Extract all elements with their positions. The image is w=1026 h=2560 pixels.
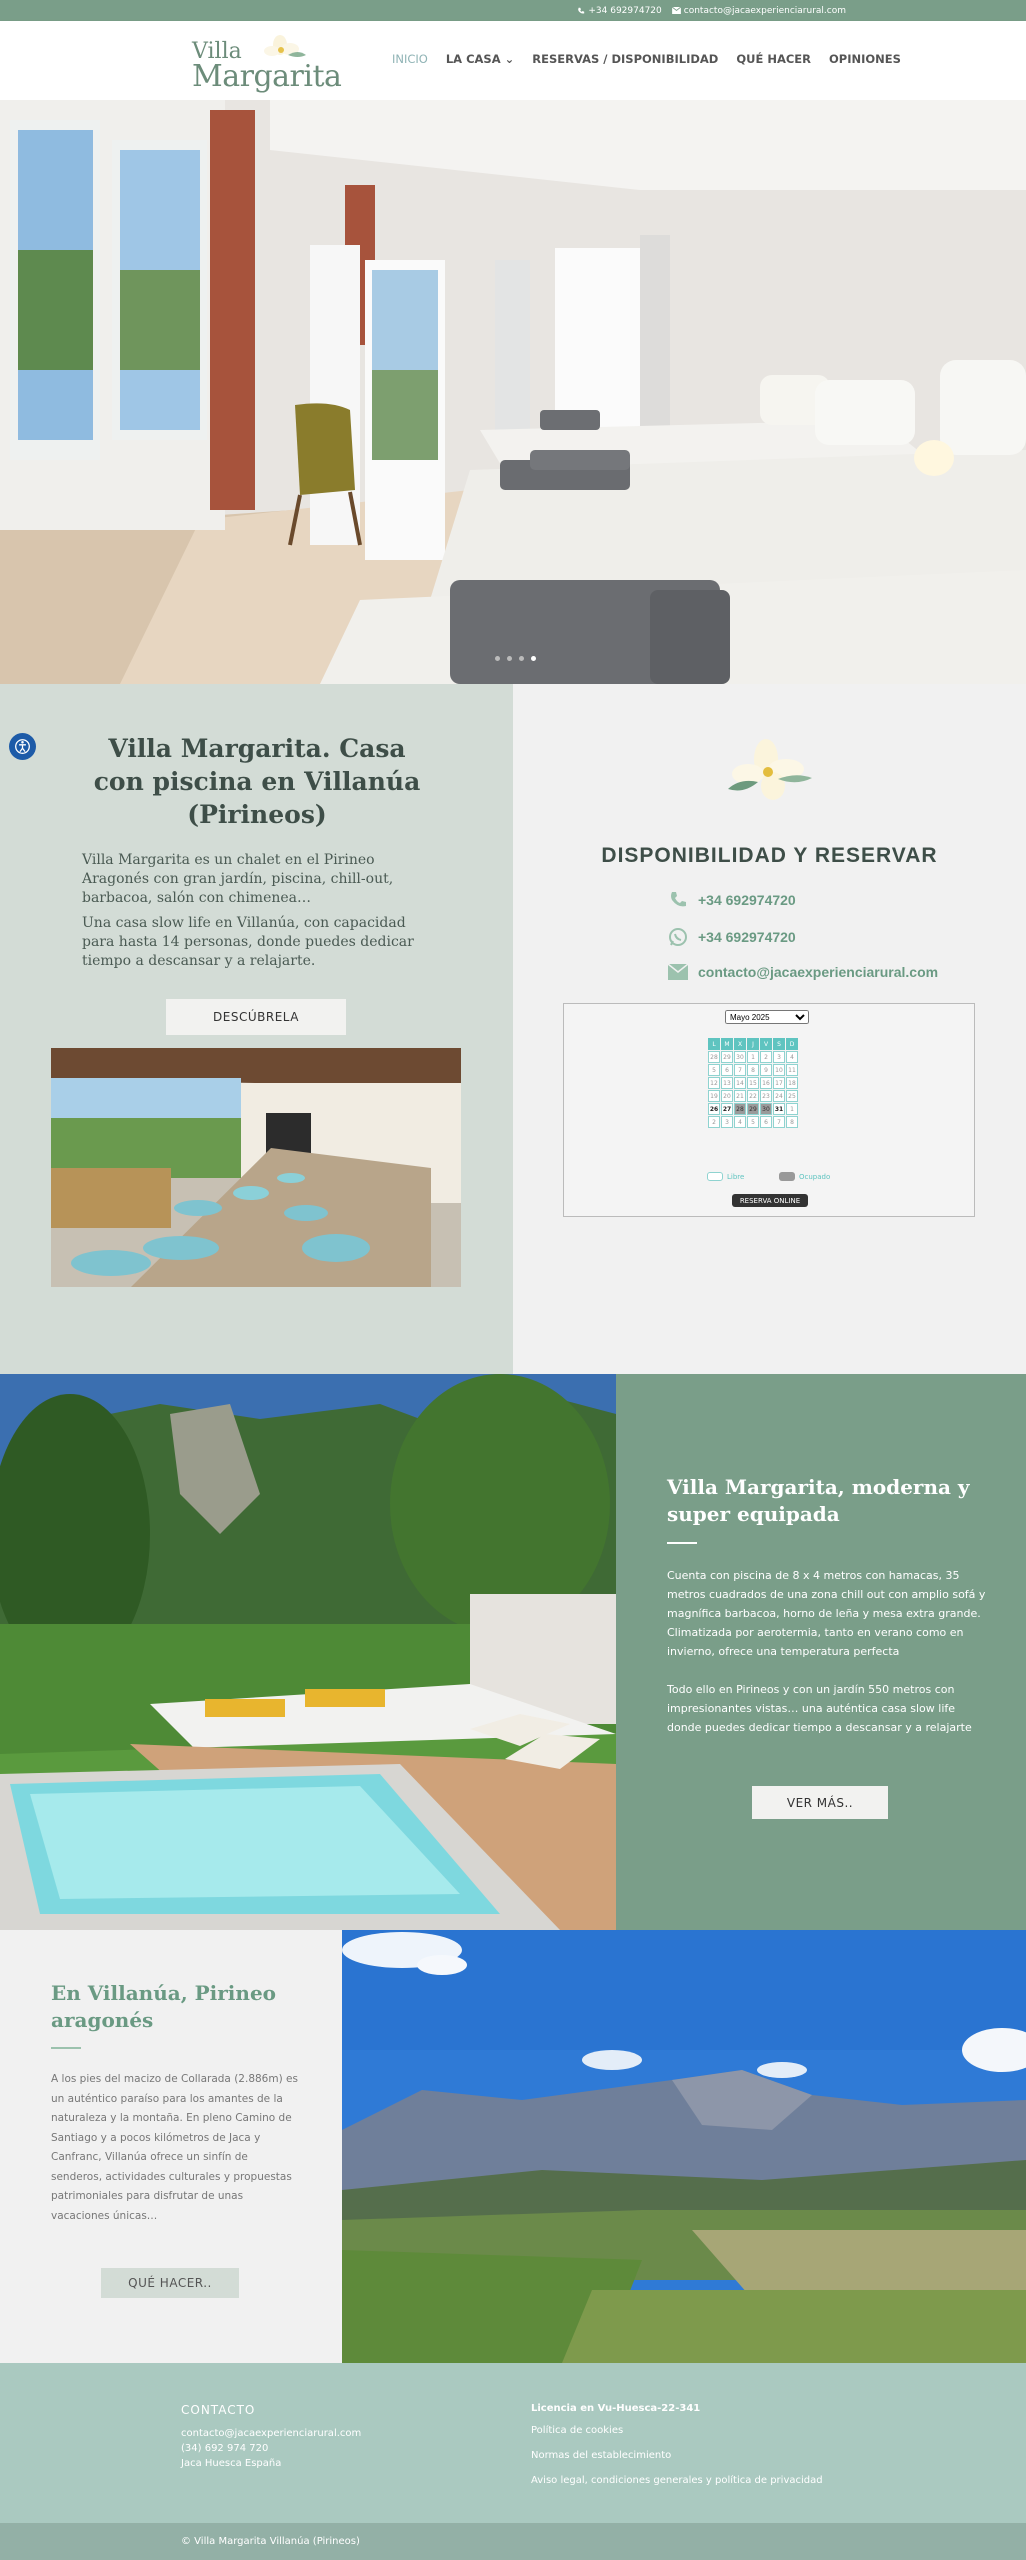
calendar-day[interactable]: 13 bbox=[721, 1077, 733, 1089]
site-header bbox=[0, 21, 1026, 100]
location-title: En Villanúa, Pirineo aragonés bbox=[51, 1981, 277, 2032]
month-select[interactable] bbox=[725, 1010, 809, 1024]
weekday-header: V bbox=[760, 1038, 772, 1050]
footer-link-rules[interactable]: Normas del establecimiento bbox=[531, 2450, 672, 2461]
features-divider bbox=[667, 1542, 697, 1544]
weekday-header: S bbox=[773, 1038, 785, 1050]
intro-paragraph-2: Una casa slow life en Villanúa, con capacidad para hasta 14 personas, donde puedes dedicar tiempo a descansar y a relajarte. bbox=[82, 915, 414, 969]
site-logo[interactable] bbox=[192, 35, 342, 94]
what-to-do-button[interactable]: QUÉ HACER.. bbox=[101, 2268, 239, 2298]
calendar-day-occupied[interactable]: 28 bbox=[734, 1103, 746, 1115]
pyrenees-landscape-photo bbox=[342, 1930, 1026, 2363]
calendar-day[interactable]: 2 bbox=[760, 1051, 772, 1063]
calendar-day[interactable]: 5 bbox=[708, 1064, 720, 1076]
footer-phone[interactable]: (34) 692 974 720 bbox=[181, 2443, 269, 2454]
slider-dot-active[interactable] bbox=[531, 656, 536, 661]
phone-icon bbox=[668, 890, 688, 910]
nav-la-casa[interactable]: LA CASA ⌄ bbox=[445, 52, 515, 66]
calendar-day[interactable]: 7 bbox=[734, 1064, 746, 1076]
intro-title: Villa Margarita. Casa con piscina en Villanúa (Pirineos) bbox=[93, 734, 421, 829]
calendar-day[interactable]: 1 bbox=[747, 1051, 759, 1063]
nav-inicio[interactable]: INICIO bbox=[392, 52, 428, 66]
availability-title: DISPONIBILIDAD Y RESERVAR bbox=[601, 844, 938, 867]
location-paragraph: A los pies del macizo de Collarada (2.886m) es un auténtico paraíso para los amantes de la naturaleza y la montaña. En pleno Camino de Santiago y a pocos kilómetros de Jaca y Canfranc, Villanúa ofrece un sinfín de senderos, actividades culturales y propuestas patrimoniales para disfrutar de unas vacaciones únicas… bbox=[51, 2073, 298, 2222]
nav-reservas[interactable]: RESERVAS / DISPONIBILIDAD bbox=[532, 52, 719, 66]
footer-link-cookies[interactable]: Política de cookies bbox=[531, 2425, 624, 2436]
topbar-phone-text: +34 692974720 bbox=[588, 5, 662, 16]
site-footer bbox=[0, 2363, 1026, 2523]
slider-dots bbox=[495, 656, 536, 661]
flower-icon bbox=[718, 734, 818, 814]
accessibility-icon bbox=[14, 738, 31, 755]
mountain-image bbox=[342, 1930, 1026, 2363]
reserve-online-button[interactable]: RESERVA ONLINE bbox=[732, 1194, 808, 1207]
weekday-header: J bbox=[747, 1038, 759, 1050]
nav-que-hacer[interactable]: QUÉ HACER bbox=[736, 52, 811, 66]
legend-free-swatch bbox=[707, 1172, 723, 1181]
calendar-day[interactable]: 10 bbox=[773, 1064, 785, 1076]
features-section bbox=[616, 1374, 1026, 1930]
footer-email[interactable]: contacto@jacaexperienciarural.com bbox=[181, 2428, 362, 2439]
calendar-day[interactable]: 5 bbox=[747, 1116, 759, 1128]
footer-licence: Licencia en Vu-Huesca-22-341 bbox=[531, 2403, 701, 2414]
intro-section bbox=[0, 684, 513, 1374]
calendar-day[interactable]: 8 bbox=[786, 1116, 798, 1128]
pool-image bbox=[0, 1374, 616, 1930]
calendar-day[interactable]: 21 bbox=[734, 1090, 746, 1102]
calendar-day[interactable]: 20 bbox=[721, 1090, 733, 1102]
contact-phone[interactable] bbox=[668, 890, 796, 910]
calendar-day[interactable]: 12 bbox=[708, 1077, 720, 1089]
logo-line2: Margarita bbox=[192, 59, 342, 94]
phone-icon bbox=[577, 7, 585, 15]
main-nav bbox=[392, 52, 901, 66]
calendar-day[interactable]: 22 bbox=[747, 1090, 759, 1102]
legend-free-label: Libre bbox=[727, 1172, 745, 1181]
legend-busy bbox=[779, 1172, 830, 1181]
see-more-button[interactable]: VER MÁS.. bbox=[752, 1786, 888, 1819]
topbar-phone[interactable] bbox=[577, 6, 661, 16]
weekday-header: X bbox=[734, 1038, 746, 1050]
pool-garden-photo bbox=[0, 1374, 616, 1930]
contact-phone-text: +34 692974720 bbox=[698, 892, 796, 908]
calendar-day[interactable]: 28 bbox=[708, 1051, 720, 1063]
calendar-day[interactable]: 6 bbox=[760, 1116, 772, 1128]
calendar-day-occupied[interactable]: 30 bbox=[760, 1103, 772, 1115]
booking-calendar bbox=[563, 1003, 975, 1217]
mail-icon bbox=[672, 7, 681, 14]
accessibility-button[interactable] bbox=[9, 733, 36, 760]
contact-email[interactable] bbox=[668, 964, 938, 980]
calendar-day[interactable]: 4 bbox=[786, 1051, 798, 1063]
calendar-day[interactable]: 25 bbox=[786, 1090, 798, 1102]
bedroom-image bbox=[0, 100, 1026, 684]
location-section bbox=[0, 1930, 342, 2363]
calendar-day[interactable]: 29 bbox=[721, 1051, 733, 1063]
location-divider bbox=[51, 2047, 81, 2049]
topbar-email-text: contacto@jacaexperienciarural.com bbox=[683, 5, 846, 16]
calendar-day[interactable]: 18 bbox=[786, 1077, 798, 1089]
intro-paragraph-1: Villa Margarita es un chalet en el Pirineo Aragonés con gran jardín, piscina, chill-out, barbacoa, salón con chimenea… bbox=[82, 852, 394, 906]
contact-email-text: contacto@jacaexperienciarural.com bbox=[698, 964, 939, 980]
calendar-day[interactable]: 3 bbox=[773, 1051, 785, 1063]
calendar-day[interactable]: 9 bbox=[760, 1064, 772, 1076]
features-paragraph-1: Cuenta con piscina de 8 x 4 metros con hamacas, 35 metros cuadrados de una zona chill out con amplio sofá y magnífica barbacoa, horno de leña y mesa extra grande. Climatizada por aerotermia, tanto en verano como en invierno, ofrece una temperatura perfecta bbox=[667, 1569, 986, 1658]
calendar-day[interactable]: 31 bbox=[773, 1103, 785, 1115]
calendar-day[interactable]: 4 bbox=[734, 1116, 746, 1128]
copyright-text: © Villa Margarita Villanúa (Pirineos) bbox=[181, 2536, 360, 2547]
nav-opiniones[interactable]: OPINIONES bbox=[829, 52, 901, 66]
slider-dot[interactable] bbox=[507, 656, 512, 661]
calendar-day[interactable]: 1 bbox=[786, 1103, 798, 1115]
slider-dot[interactable] bbox=[519, 656, 524, 661]
slider-dot[interactable] bbox=[495, 656, 500, 661]
calendar-day[interactable]: 23 bbox=[760, 1090, 772, 1102]
discover-button[interactable]: DESCÚBRELA bbox=[166, 999, 346, 1035]
legend-busy-label: Ocupado bbox=[799, 1172, 831, 1181]
features-paragraph-2: Todo ello en Pirineos y con un jardín 550 metros con impresionantes vistas… una auténtica casa slow life donde puedes dedicar tiempo a descansar y a relajarte bbox=[667, 1683, 972, 1734]
calendar-day[interactable]: 27 bbox=[721, 1103, 733, 1115]
footer-contact-title: CONTACTO bbox=[181, 2403, 256, 2417]
features-title: Villa Margarita, moderna y super equipada bbox=[667, 1475, 970, 1526]
whatsapp-icon bbox=[668, 927, 688, 947]
calendar-day[interactable]: 14 bbox=[734, 1077, 746, 1089]
calendar-day[interactable]: 11 bbox=[786, 1064, 798, 1076]
dining-area-image bbox=[51, 1048, 461, 1287]
calendar-day[interactable]: 7 bbox=[773, 1116, 785, 1128]
calendar-day[interactable]: 6 bbox=[721, 1064, 733, 1076]
calendar-day-occupied[interactable]: 29 bbox=[747, 1103, 759, 1115]
logo-line1: Villa bbox=[192, 39, 242, 64]
calendar-day[interactable]: 3 bbox=[721, 1116, 733, 1128]
calendar-day[interactable]: 19 bbox=[708, 1090, 720, 1102]
calendar-day[interactable]: 24 bbox=[773, 1090, 785, 1102]
calendar-day[interactable]: 8 bbox=[747, 1064, 759, 1076]
footer-bottom-bar bbox=[0, 2523, 1026, 2560]
topbar-email[interactable] bbox=[672, 6, 846, 16]
calendar-day[interactable]: 16 bbox=[760, 1077, 772, 1089]
weekday-header: M bbox=[721, 1038, 733, 1050]
legend-busy-swatch bbox=[779, 1172, 795, 1181]
flower-logo-icon bbox=[250, 35, 310, 65]
contact-whatsapp[interactable] bbox=[668, 927, 796, 947]
legend-free bbox=[707, 1172, 744, 1181]
calendar-grid bbox=[708, 1038, 798, 1128]
hero-slider[interactable] bbox=[0, 100, 1026, 684]
footer-link-legal[interactable]: Aviso legal, condiciones generales y política de privacidad bbox=[531, 2475, 823, 2486]
calendar-day[interactable]: 15 bbox=[747, 1077, 759, 1089]
footer-address: Jaca Huesca España bbox=[181, 2458, 282, 2469]
calendar-day[interactable]: 17 bbox=[773, 1077, 785, 1089]
top-bar bbox=[0, 0, 1026, 21]
mail-icon bbox=[668, 964, 688, 980]
calendar-day[interactable]: 30 bbox=[734, 1051, 746, 1063]
weekday-header: D bbox=[786, 1038, 798, 1050]
calendar-day[interactable]: 2 bbox=[708, 1116, 720, 1128]
weekday-header: L bbox=[708, 1038, 720, 1050]
contact-whatsapp-text: +34 692974720 bbox=[698, 929, 796, 945]
calendar-day[interactable]: 26 bbox=[708, 1103, 720, 1115]
